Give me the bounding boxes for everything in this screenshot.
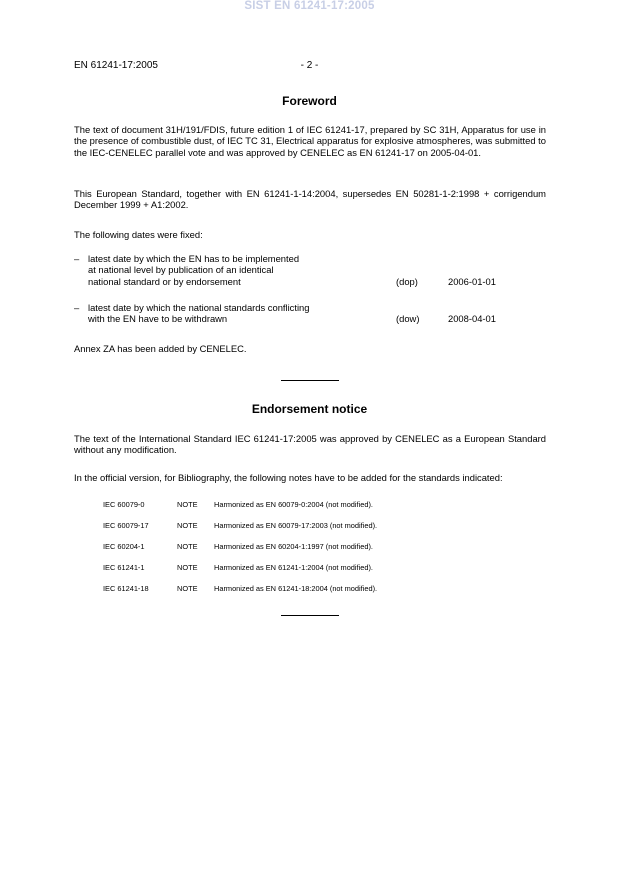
date-item-dop	[74, 253, 546, 289]
note-standard: IEC 60079-0	[103, 500, 145, 509]
note-text: Harmonized as EN 60079-17:2003 (not modified).	[214, 521, 378, 530]
date-item-line: at national level by publication of an identical	[88, 264, 274, 276]
note-text: Harmonized as EN 61241-18:2004 (not modified).	[214, 584, 378, 593]
date-item-line: latest date by which the EN has to be implemented	[88, 253, 300, 264]
note-standard: IEC 61241-18	[103, 584, 149, 593]
foreword-paragraph-2: This European Standard, together with EN 61241-1-14:2004, supersedes EN 50281-1-2:1998 + corrigendum December 1999 + A1:2002.	[74, 188, 546, 211]
note-row	[103, 542, 503, 552]
date-value: 2008-04-01	[448, 313, 496, 324]
note-standard: IEC 61241-1	[103, 563, 145, 572]
note-row	[103, 521, 503, 531]
section-divider	[281, 380, 339, 381]
note-row	[103, 584, 503, 594]
note-row	[103, 500, 503, 510]
note-label: NOTE	[177, 521, 198, 530]
endorsement-paragraph-2: In the official version, for Bibliography, the following notes have to be added for the standards indicated:	[74, 472, 503, 483]
note-text: Harmonized as EN 60204-1:1997 (not modified).	[214, 542, 373, 551]
foreword-paragraph-1: The text of document 31H/191/FDIS, future edition 1 of IEC 61241-17, prepared by SC 31H, Apparatus for use in the presence of combustible dust, of IEC TC 31, Electrical apparatus for explosive atmospheres, was submitted to the IEC-CENELEC parallel vote and was approved by CENELEC as EN 61241-17 on 2005-04-01.	[74, 124, 546, 158]
date-abbr: (dow)	[396, 313, 420, 324]
list-dash: –	[74, 253, 80, 264]
note-label: NOTE	[177, 542, 198, 551]
date-item-line: national standard or by endorsement	[88, 275, 241, 287]
section-divider	[281, 615, 339, 616]
note-row	[103, 563, 503, 573]
list-dash: –	[74, 302, 80, 313]
date-item-line: latest date by which the national standards conflicting	[88, 302, 310, 313]
date-item-line: with the EN have to be withdrawn	[88, 313, 228, 325]
document-id: EN 61241-17:2005	[74, 60, 158, 71]
foreword-paragraph-4: Annex ZA has been added by CENELEC.	[74, 343, 247, 354]
foreword-title: Foreword	[282, 94, 337, 108]
note-text: Harmonized as EN 60079-0:2004 (not modified).	[214, 500, 373, 509]
note-text: Harmonized as EN 61241-1:2004 (not modified).	[214, 563, 373, 572]
date-item-dow	[74, 302, 546, 326]
date-item-text	[88, 302, 388, 325]
date-value: 2006-01-01	[448, 276, 496, 287]
date-item-text	[88, 253, 388, 287]
date-abbr: (dop)	[396, 276, 418, 287]
watermark: SIST EN 61241-17:2005	[244, 0, 375, 12]
endorsement-paragraph-1: The text of the International Standard IEC 61241-17:2005 was approved by CENELEC as a European Standard without any modification.	[74, 433, 546, 456]
note-standard: IEC 60079-17	[103, 521, 149, 530]
foreword-paragraph-3: The following dates were fixed:	[74, 229, 203, 240]
note-label: NOTE	[177, 584, 198, 593]
note-label: NOTE	[177, 500, 198, 509]
page-number: - 2 -	[300, 60, 319, 71]
endorsement-title: Endorsement notice	[251, 402, 368, 416]
note-standard: IEC 60204-1	[103, 542, 145, 551]
note-label: NOTE	[177, 563, 198, 572]
